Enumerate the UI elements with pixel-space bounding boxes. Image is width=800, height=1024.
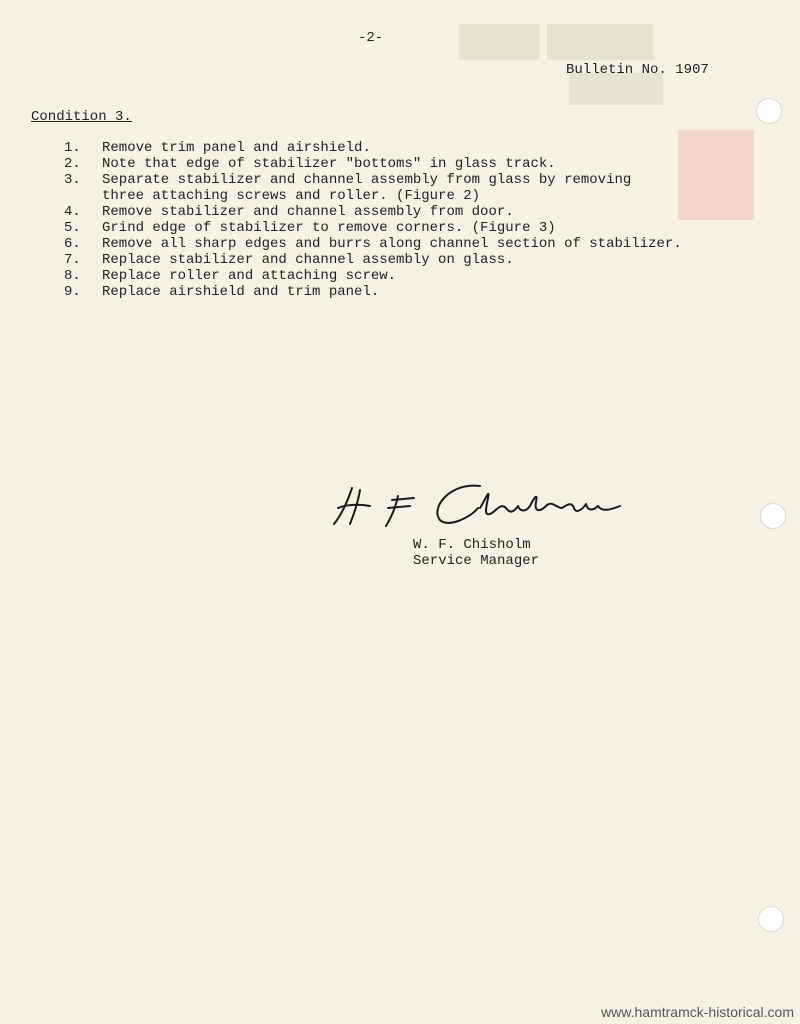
bulletin-number: Bulletin No. 1907 [566, 62, 709, 78]
handwritten-signature [330, 478, 630, 530]
step-text: Replace stabilizer and channel assembly on glass. [102, 252, 514, 268]
step-text: Remove all sharp edges and burrs along channel section of stabilizer. [102, 236, 682, 252]
signer-block [413, 537, 539, 569]
list-item [64, 284, 682, 300]
list-item [64, 156, 682, 172]
step-number: 3. [64, 172, 81, 188]
step-text: Replace airshield and trim panel. [102, 284, 380, 300]
list-item [64, 172, 682, 204]
step-number: 2. [64, 156, 81, 172]
bleed-through-logo [678, 130, 754, 220]
step-text: Separate stabilizer and channel assembly from glass by removing three attaching screws and roller. (Figure 2) [102, 172, 632, 204]
punch-hole [758, 906, 784, 932]
bleed-through-text: ▇▇▇ ▇▇▇▇ [460, 21, 653, 59]
bleed-through-text: ▇▇▇▇ [570, 71, 663, 104]
list-item [64, 236, 682, 252]
step-text: Replace roller and attaching screw. [102, 268, 397, 284]
step-number: 9. [64, 284, 81, 300]
list-item [64, 268, 682, 284]
page-number: -2- [358, 30, 384, 46]
step-number: 5. [64, 220, 81, 236]
signer-title: Service Manager [413, 553, 540, 569]
step-text: Remove stabilizer and channel assembly from door. [102, 204, 514, 220]
step-number: 1. [64, 140, 81, 156]
step-text: Note that edge of stabilizer "bottoms" in glass track. [102, 156, 556, 172]
step-number: 7. [64, 252, 81, 268]
list-item [64, 220, 682, 236]
punch-hole [760, 503, 786, 529]
list-item [64, 140, 682, 156]
watermark-url: www.hamtramck-historical.com [601, 1004, 794, 1020]
step-text: Remove trim panel and airshield. [102, 140, 371, 156]
list-item [64, 252, 682, 268]
punch-hole [756, 98, 782, 124]
signer-name: W. F. Chisholm [413, 537, 531, 553]
list-item [64, 204, 682, 220]
step-number: 6. [64, 236, 81, 252]
step-number: 4. [64, 204, 81, 220]
step-text: Grind edge of stabilizer to remove corners. (Figure 3) [102, 220, 556, 236]
section-title: Condition 3. [31, 109, 132, 125]
step-number: 8. [64, 268, 81, 284]
steps-list [64, 140, 682, 300]
